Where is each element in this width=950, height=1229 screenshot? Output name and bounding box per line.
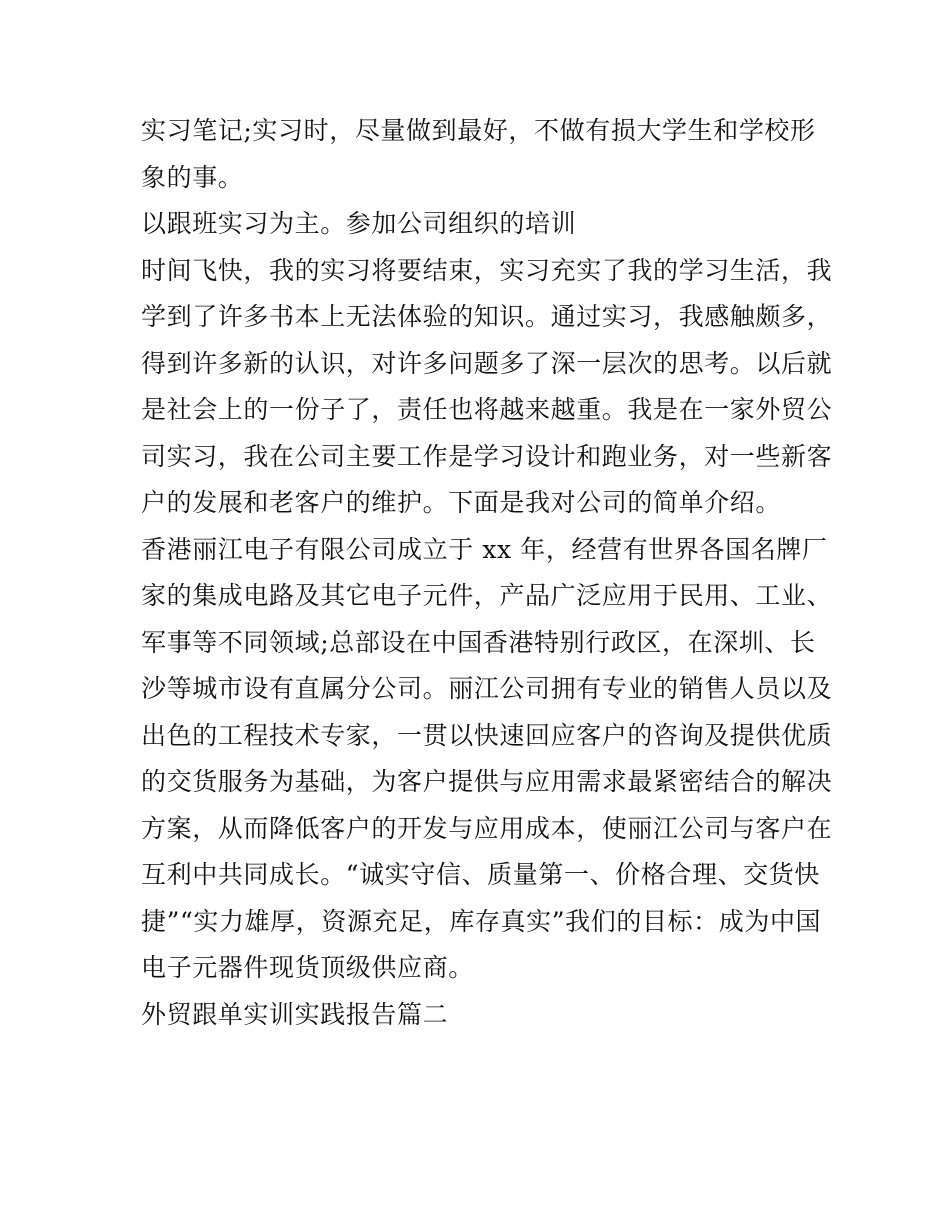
text-line: 户的发展和老客户的维护。下面是我对公司的简单介绍。	[141, 488, 782, 517]
text-line: 电子元器件现货顶级供应商。	[141, 953, 474, 982]
text-line: 得到许多新的认识，对许多问题多了深一层次的思考。以后就	[141, 348, 833, 378]
text-line: 是社会上的一份子了，责任也将越来越重。我是在一家外贸公	[141, 395, 833, 424]
text-line: 实习笔记;实习时，尽量做到最好，不做有损大学生和学校形	[141, 116, 816, 145]
paragraph-intern-notes	[141, 108, 821, 201]
text-line: 时间飞快，我的实习将要结束，实习充实了我的学习生活，我	[141, 255, 833, 285]
text-line: 捷”“实力雄厚，资源充足，库存真实”我们的目标：成为中国	[141, 906, 822, 936]
text-line: 互利中共同成长。“诚实守信、质量第一、价格合理、交货快	[141, 860, 820, 889]
text-line: 军事等不同领域;总部设在中国香港特别行政区，在深圳、长	[141, 627, 816, 657]
text-line: 沙等城市设有直属分公司。丽江公司拥有专业的销售人员以及	[141, 674, 833, 703]
paragraph-company-intro	[141, 527, 833, 992]
text-line: 以跟班实习为主。参加公司组织的培训	[141, 209, 577, 238]
document-body	[141, 108, 833, 1038]
section-heading	[141, 992, 821, 1039]
text-line: 象的事。	[141, 162, 244, 192]
text-line: 香港丽江电子有限公司成立于 xx 年，经营有世界各国名牌厂	[141, 534, 828, 564]
text-line: 外贸跟单实训实践报告篇二	[141, 999, 449, 1029]
text-line: 的交货服务为基础，为客户提供与应用需求最紧密结合的解决	[141, 767, 833, 796]
text-line: 学到了许多书本上无法体验的知识。通过实习，我感触颇多，	[141, 302, 833, 331]
text-line: 家的集成电路及其它电子元件，产品广泛应用于民用、工业、	[141, 581, 833, 610]
text-line: 方案，从而降低客户的开发与应用成本，使丽江公司与客户在	[141, 813, 833, 843]
paragraph-training	[141, 201, 821, 248]
text-line: 出色的工程技术专家，一贯以快速回应客户的咨询及提供优质	[141, 720, 833, 750]
text-line: 司实习，我在公司主要工作是学习设计和跑业务，对一些新客	[141, 441, 833, 471]
paragraph-internship-summary	[141, 248, 833, 527]
